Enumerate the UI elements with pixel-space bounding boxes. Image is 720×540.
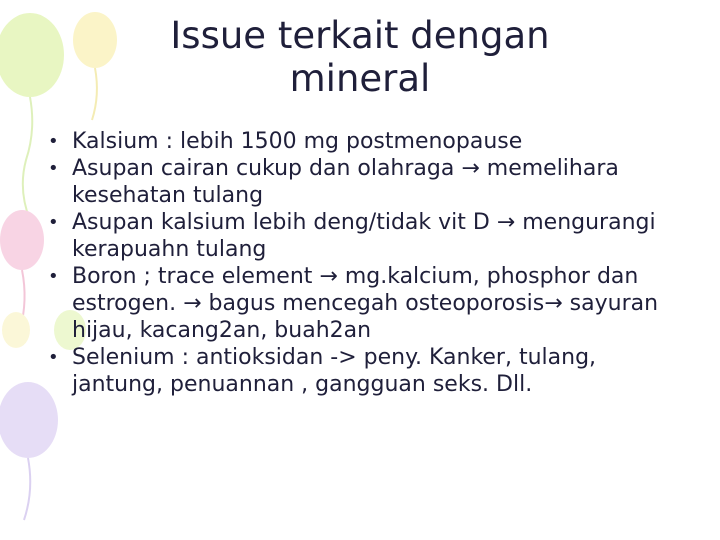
- bullet-text: Asupan cairan cukup dan olahraga → memelihara kesehatan tulang: [72, 156, 619, 208]
- bullet-dot-icon: •: [48, 266, 59, 287]
- bullet-text: Asupan kalsium lebih deng/tidak vit D → mengurangi kerapuahn tulang: [72, 210, 656, 262]
- bullet-item: [48, 155, 688, 209]
- bullet-item: [48, 209, 688, 263]
- title-line-1: Issue terkait dengan: [170, 14, 550, 57]
- bullet-list: [48, 128, 688, 398]
- balloon-pink: [0, 210, 44, 270]
- bullet-item: [48, 344, 688, 398]
- bullet-item: [48, 128, 688, 155]
- bullet-text: Selenium : antioksidan -> peny. Kanker, tulang, jantung, penuannan , gangguan seks. Dll.: [72, 345, 597, 397]
- bullet-dot-icon: •: [48, 212, 59, 233]
- bullet-text: Kalsium : lebih 1500 mg postmenopause: [72, 129, 523, 154]
- balloon-green: [0, 13, 64, 97]
- bullet-dot-icon: •: [48, 347, 59, 368]
- slide-title: [60, 14, 660, 100]
- title-line-2: mineral: [289, 57, 431, 100]
- bullet-dot-icon: •: [48, 131, 59, 152]
- bullet-item: [48, 263, 688, 344]
- bullet-dot-icon: •: [48, 158, 59, 179]
- balloon-yellow-small: [2, 312, 30, 348]
- bullet-text: Boron ; trace element → mg.kalcium, phosphor dan estrogen. → bagus mencegah osteoporosis→ sayuran hijau, kacang2an, buah2an: [72, 264, 659, 343]
